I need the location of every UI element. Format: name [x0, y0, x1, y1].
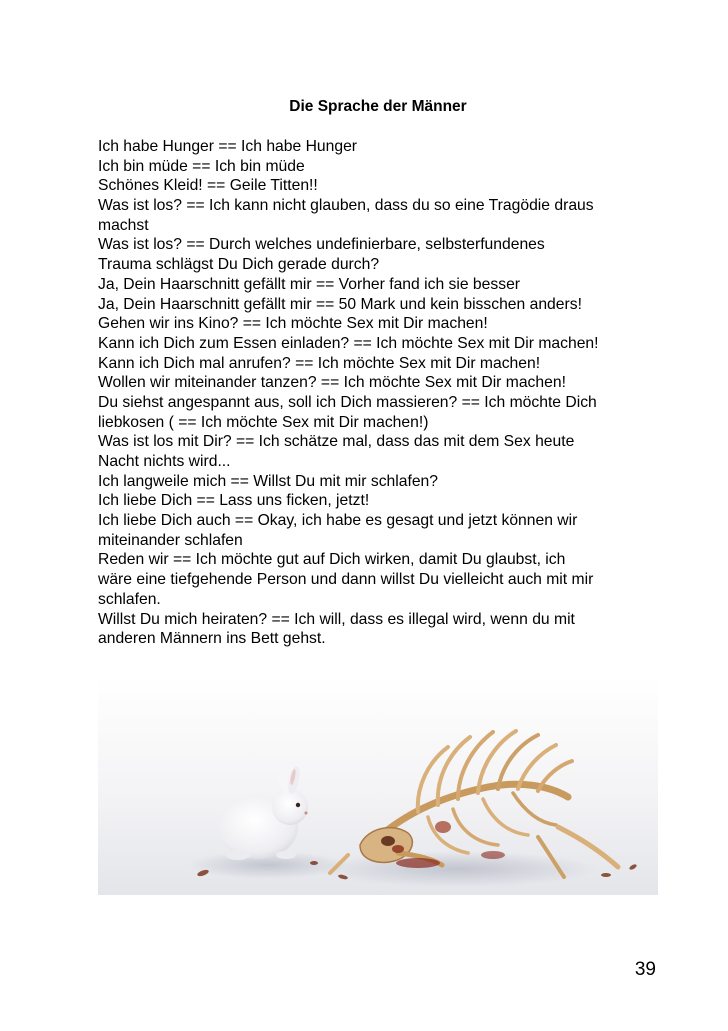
text-line: machst [98, 216, 149, 234]
text-line: Ich liebe Dich == Lass uns ficken, jetzt! [98, 492, 370, 510]
text-line: Ja, Dein Haarschnitt gefällt mir == 50 Mark und kein bisschen anders! [98, 295, 582, 313]
text-line: Ja, Dein Haarschnitt gefällt mir == Vorher fand ich sie besser [98, 275, 521, 293]
text-line: Ich liebe Dich auch == Okay, ich habe es gesagt und jetzt können wir [98, 512, 578, 530]
text-line: liebkosen ( == Ich möchte Sex mit Dir machen!) [98, 413, 429, 431]
text-line: Was ist los? == Durch welches undefinierbare, selbsterfundenes [98, 236, 545, 254]
text-line: Was ist los mit Dir? == Ich schätze mal, dass das mit dem Sex heute [98, 433, 575, 451]
text-line: Schönes Kleid! == Geile Titten!! [98, 177, 318, 195]
rabbit-and-skeleton-image [98, 677, 658, 895]
text-line: Was ist los? == Ich kann nicht glauben, dass du so eine Tragödie draus [98, 197, 594, 215]
rabbit-skeleton-illustration [98, 677, 658, 895]
text-line: Wollen wir miteinander tanzen? == Ich möchte Sex mit Dir machen! [98, 374, 566, 392]
text-line: Du siehst angespannt aus, soll ich Dich massieren? == Ich möchte Dich [98, 393, 597, 411]
page-number: 39 [634, 959, 656, 980]
text-line: miteinander schlafen [98, 531, 243, 549]
text-line: Kann ich Dich zum Essen einladen? == Ich möchte Sex mit Dir machen! [98, 334, 599, 352]
text-line: Ich bin müde == Ich bin müde [98, 157, 305, 175]
text-line: schlafen. [98, 590, 161, 608]
text-line: Gehen wir ins Kino? == Ich möchte Sex mit Dir machen! [98, 315, 488, 333]
text-line: Reden wir == Ich möchte gut auf Dich wirken, damit Du glaubst, ich [98, 551, 566, 569]
text-line: Ich langweile mich == Willst Du mit mir schlafen? [98, 472, 439, 490]
page-title: Die Sprache der Männer [289, 98, 467, 115]
text-line: wäre eine tiefgehende Person und dann willst Du vielleicht auch mit mir [98, 571, 594, 589]
text-line: anderen Männern ins Bett gehst. [98, 630, 326, 648]
translation-list [98, 137, 668, 649]
text-line: Nacht nichts wird... [98, 453, 231, 470]
text-line: Ich habe Hunger == Ich habe Hunger [98, 138, 358, 155]
text-line: Trauma schlägst Du Dich gerade durch? [98, 256, 380, 274]
text-line: Kann ich Dich mal anrufen? == Ich möchte Sex mit Dir machen! [98, 354, 541, 372]
text-line: Willst Du mich heiraten? == Ich will, dass es illegal wird, wenn du mit [98, 610, 575, 628]
